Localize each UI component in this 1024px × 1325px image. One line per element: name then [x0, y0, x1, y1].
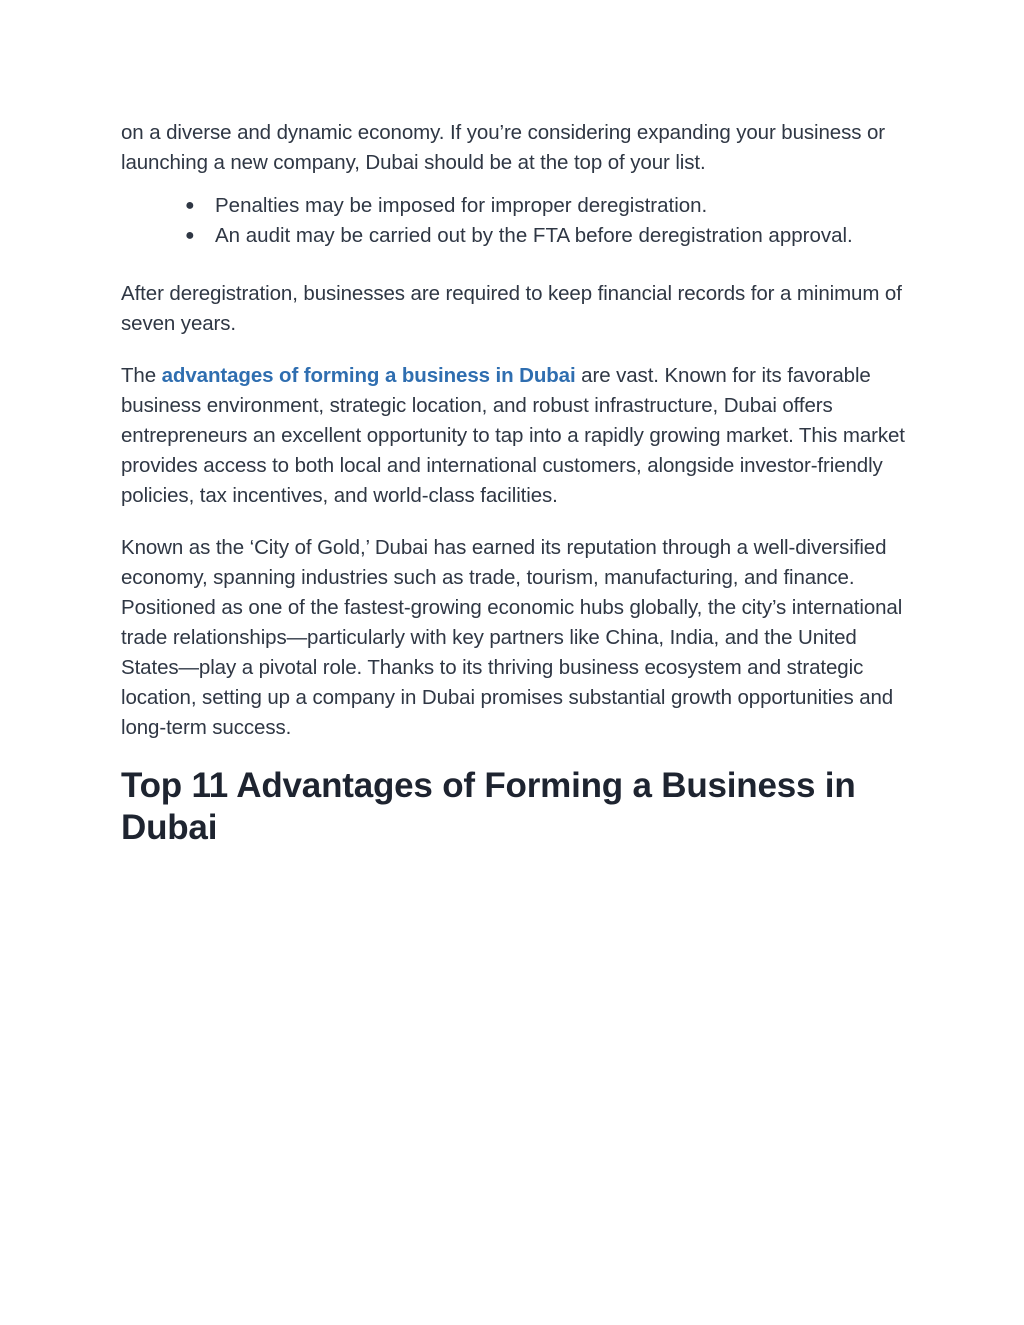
intro-paragraph: on a diverse and dynamic economy. If you’re considering expanding your business or launching a new company, Dubai should be at the top of your list. — [121, 121, 886, 174]
list-item-text: Penalties may be imposed for improper deregistration. — [215, 194, 708, 217]
list-item — [185, 221, 911, 251]
advantages-suffix: are vast. Known for its favorable business environment, strategic location, and robust infrastructure, Dubai offers entrepreneurs an excellent opportunity to tap into a rapidly growing market. This market provides access to both local and international customers, alongside investor-friendly policies, tax incentives, and world-class facilities. — [121, 364, 905, 507]
section-heading: Top 11 Advantages of Forming a Business in Dubai — [121, 766, 856, 847]
bullet-icon: ● — [185, 227, 195, 244]
bullet-icon: ● — [185, 197, 195, 214]
after-deregistration-paragraph: After deregistration, businesses are required to keep financial records for a minimum of seven years. — [121, 282, 902, 335]
advantages-paragraph — [121, 361, 911, 511]
document-page — [121, 118, 911, 849]
city-of-gold-paragraph: Known as the ‘City of Gold,’ Dubai has earned its reputation through a well-diversified economy, spanning industries such as trade, tourism, manufacturing, and finance. Positioned as one of the fastest-growing economic hubs globally, the city’s international trade relationships—particularly with key partners like China, India, and the United States—play a pivotal role. Thanks to its thriving business ecosystem and strategic location, setting up a company in Dubai promises substantial growth opportunities and long-term success. — [121, 536, 903, 739]
deregistration-bullet-list — [121, 191, 911, 251]
list-item-text: An audit may be carried out by the FTA before deregistration approval. — [215, 224, 853, 247]
advantages-prefix: The — [121, 364, 162, 387]
list-item — [185, 191, 911, 221]
advantages-link[interactable]: advantages of forming a business in Dubai — [161, 364, 576, 387]
